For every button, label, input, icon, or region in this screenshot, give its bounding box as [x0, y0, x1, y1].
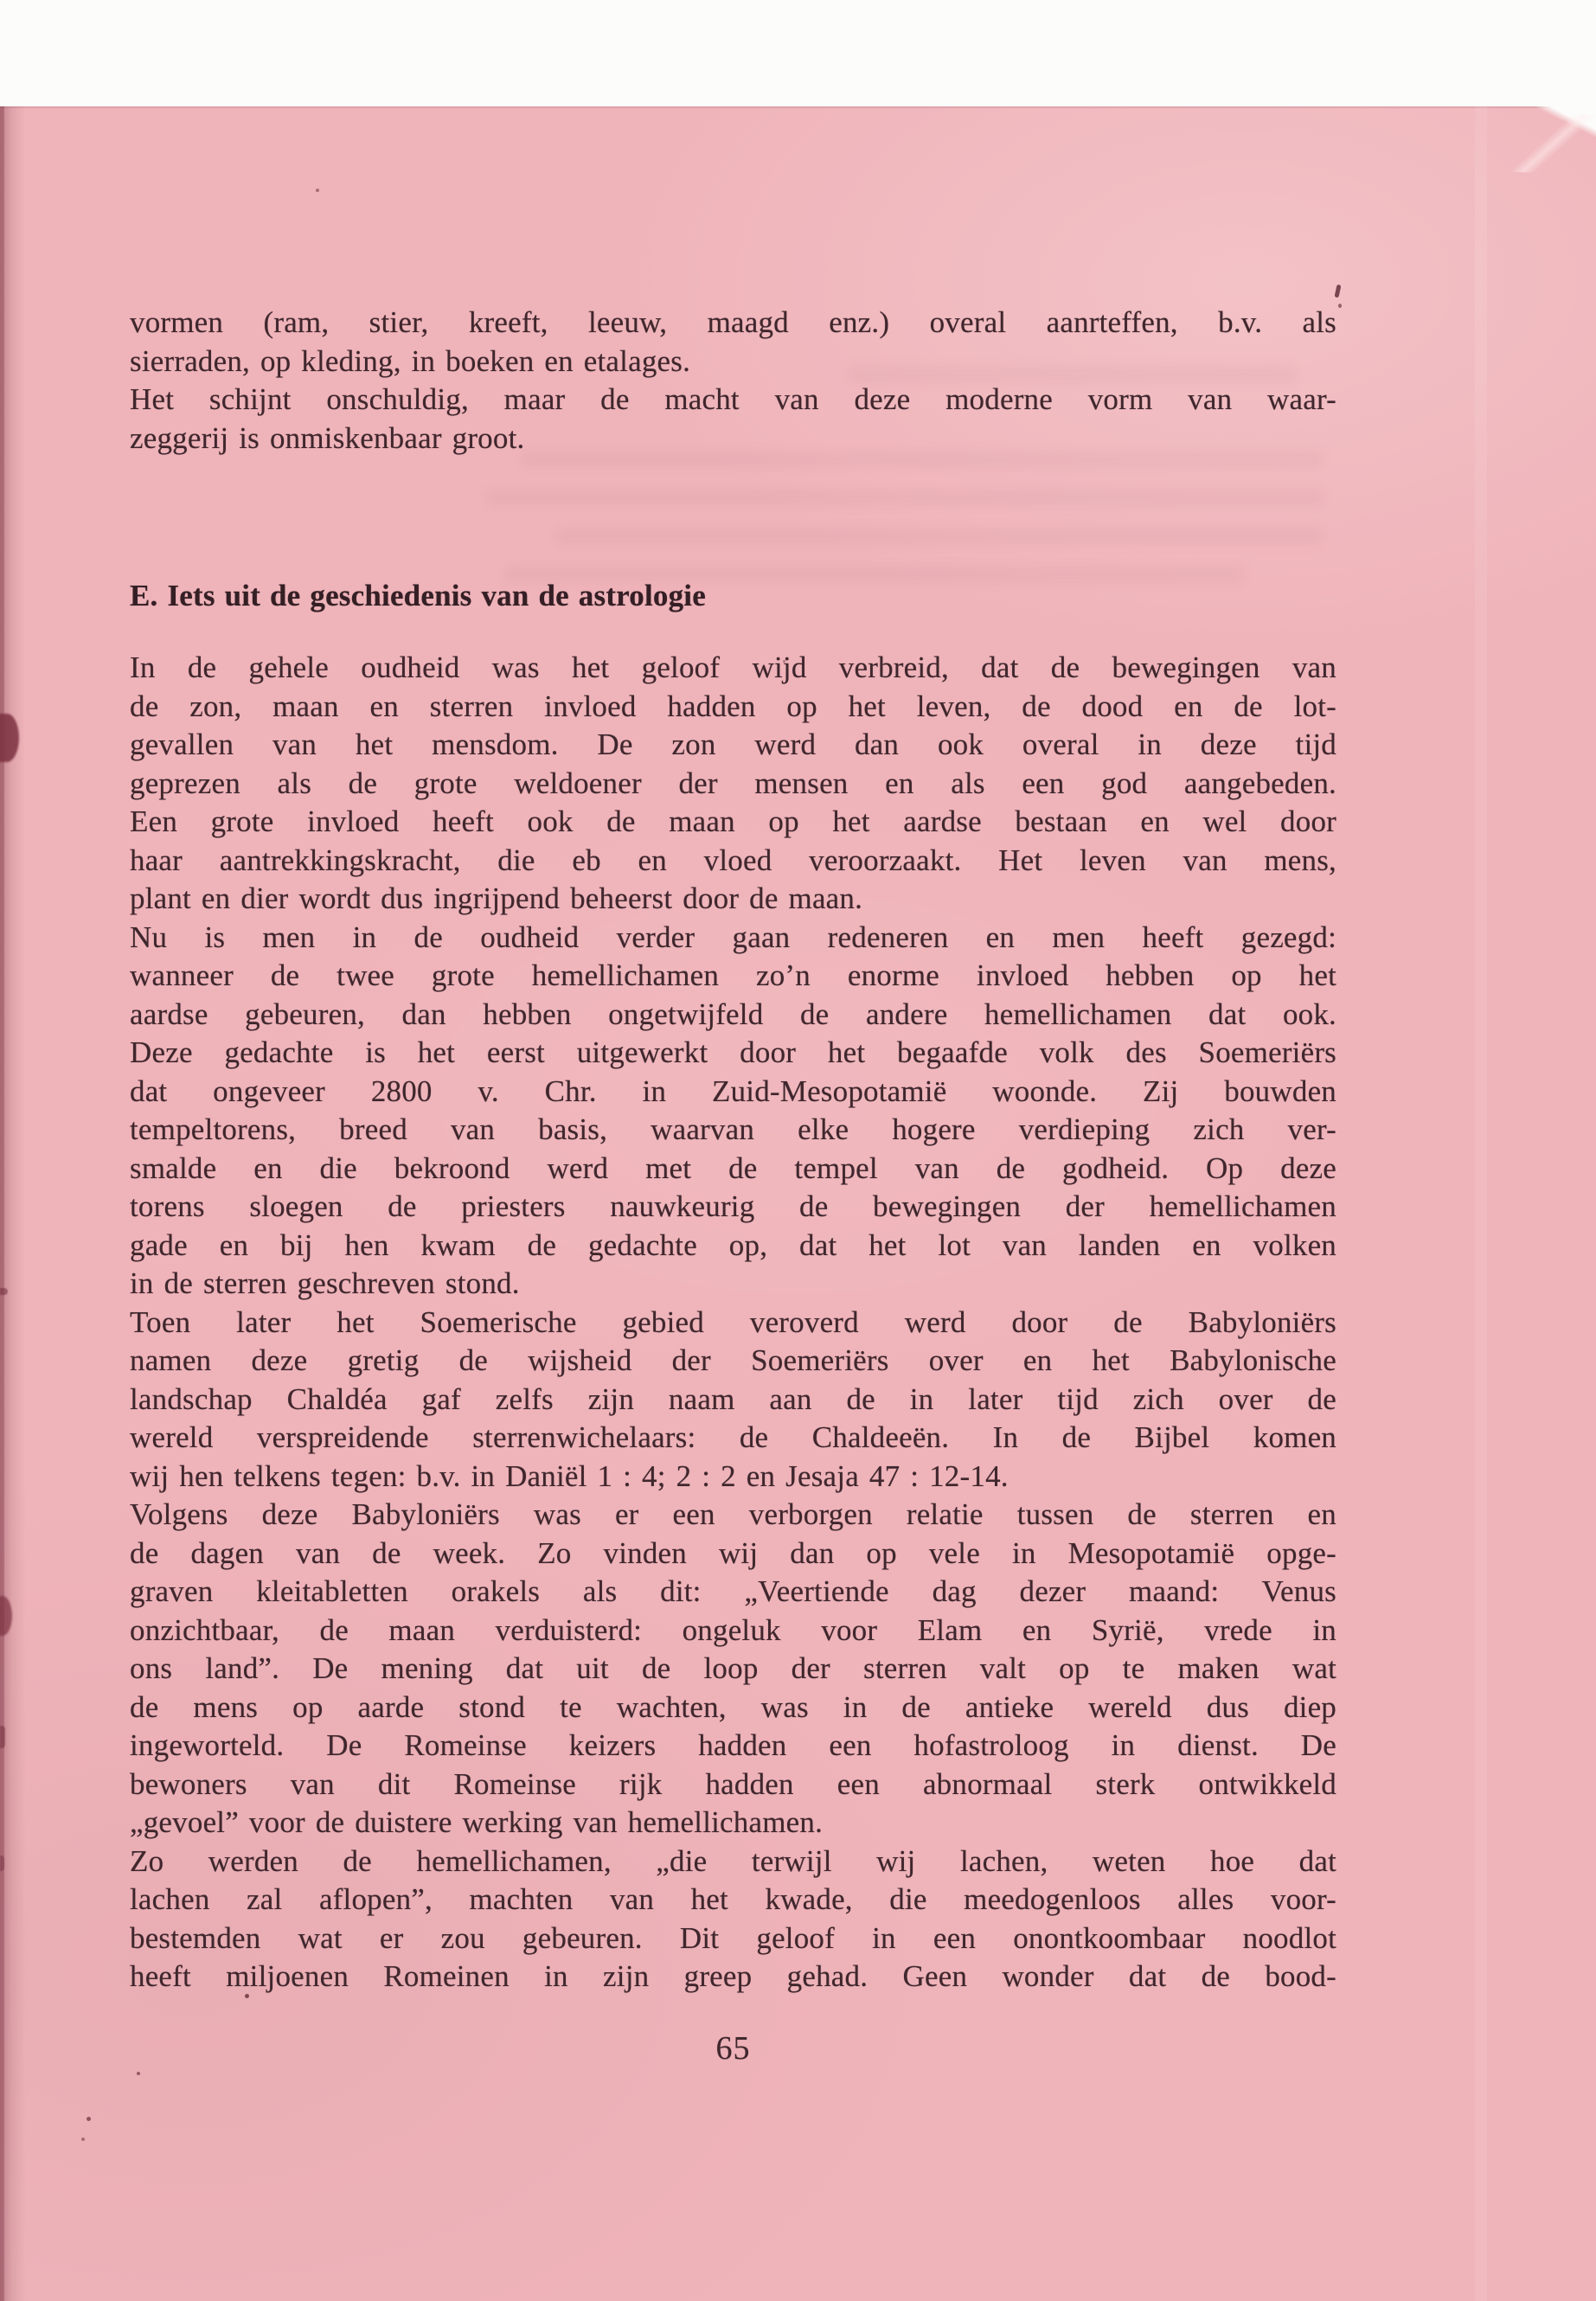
text-line: In de gehele oudheid was het geloof wijd verbreid, dat de bewegingen van: [130, 651, 1336, 684]
opening-paragraph: [130, 304, 1336, 458]
text-line: bewoners van dit Romeinse rijk hadden een abnormaal sterk ontwikkeld: [130, 1766, 1336, 1801]
text-line: bestemden wat er zou gebeuren. Dit geloof in een onontkoombaar noodlot: [130, 1920, 1336, 1955]
text-line: de mens op aarde stond te wachten, was in de antieke wereld dus diep: [130, 1689, 1336, 1724]
ink-speck: [1338, 304, 1342, 308]
text-line: lachen zal aflopen”, machten van het kwade, die meedogenloos alles voor-: [130, 1882, 1336, 1916]
text-line: geprezen als de grote weldoener der mensen en als een god aangebeden.: [130, 766, 1336, 800]
text-line: smalde en die bekroond werd met de tempel van de godheid. Op deze: [130, 1150, 1336, 1185]
text-line: wereld verspreidende sterrenwichelaars: de Chaldeeën. In de Bijbel komen: [130, 1420, 1336, 1454]
ink-speck: [81, 2138, 85, 2141]
text-line: in de sterren geschreven stond.: [130, 1266, 520, 1300]
ink-speck: [137, 2072, 140, 2075]
text-line: haar aantrekkingskracht, die eb en vloed veroorzaakt. Het leven van mens,: [130, 843, 1336, 877]
ink-speck: [87, 2117, 91, 2121]
history-paragraph: [130, 649, 1336, 1997]
ink-speck: [316, 189, 319, 192]
text-line: ingeworteld. De Romeinse keizers hadden een hofastroloog in dienst. De: [130, 1728, 1336, 1762]
text-line: aardse gebeuren, dan hebben ongetwijfeld de andere hemellichamen dat ook.: [130, 997, 1336, 1031]
page-number: 65: [715, 2030, 751, 2067]
text-line: „gevoel” voor de duistere werking van hemellichamen.: [130, 1805, 824, 1839]
binding-mark: [0, 1856, 4, 1871]
page-corner-crease: [1504, 111, 1596, 176]
text-line: zeggerij is onmiskenbaar groot.: [130, 420, 525, 455]
text-line: de zon, maan en sterren invloed hadden op het leven, de dood en de lot-: [130, 689, 1336, 723]
ink-speck: [1334, 285, 1341, 298]
page-gutter-edge: [0, 106, 4, 2301]
binding-mark: [0, 1726, 5, 1748]
text-line: wij hen telkens tegen: b.v. in Daniël 1 : 4; 2 : 2 en Jesaja 47 : 12-14.: [130, 1458, 1009, 1493]
ink-bleedthrough: [554, 528, 1324, 545]
text-line: dat ongeveer 2800 v. Chr. in Zuid-Mesopotamië woonde. Zij bouwden: [130, 1074, 1336, 1108]
text-line: wanneer de twee grote hemellichamen zo’n enorme invloed hebben op het: [130, 958, 1336, 992]
text-line: onzichtbaar, de maan verduisterd: ongeluk voor Elam en Syrië, vrede in: [130, 1612, 1336, 1647]
text-line: gevallen van het mensdom. De zon werd dan ook overal in deze tijd: [130, 727, 1336, 761]
text-line: tempeltorens, breed van basis, waarvan elke hogere verdieping zich ver-: [130, 1112, 1336, 1146]
text-line: landschap Chaldéa gaf zelfs zijn naam aan de in later tijd zich over de: [130, 1381, 1336, 1416]
text-line: ons land”. De mening dat uit de loop der sterren valt op te maken wat: [130, 1651, 1336, 1685]
text-line: Nu is men in de oudheid verder gaan redeneren en men heeft gezegd:: [130, 920, 1336, 954]
binding-mark: [0, 1288, 8, 1295]
ink-bleedthrough: [484, 489, 1324, 506]
text-line: gade en bij hen kwam de gedachte op, dat het lot van landen en volken: [130, 1227, 1336, 1262]
text-line: Het schijnt onschuldig, maar de macht van deze moderne vorm van waar-: [130, 382, 1336, 416]
text-line: Toen later het Soemerische gebied veroverd werd door de Babyloniërs: [130, 1304, 1336, 1339]
text-line: graven kleitabletten orakels als dit: „Veertiende dag dezer maand: Venus: [130, 1574, 1336, 1608]
book-page: [0, 106, 1596, 2301]
text-line: Volgens deze Babyloniërs was er een verborgen relatie tussen de sterren en: [130, 1497, 1336, 1531]
text-line: Deze gedachte is het eerst uitgewerkt door het begaafde volk des Soemeriërs: [130, 1035, 1336, 1069]
text-line: plant en dier wordt dus ingrijpend beheerst door de maan.: [130, 881, 863, 915]
text-line: sierraden, op kleding, in boeken en etalages.: [130, 343, 691, 378]
text-line: Zo werden de hemellichamen, „die terwijl wij lachen, weten hoe dat: [130, 1843, 1336, 1878]
scan-stripe: [1475, 106, 1487, 2301]
text-line: Een grote invloed heeft ook de maan op het aardse bestaan en wel door: [130, 804, 1336, 838]
text-line: de dagen van de week. Zo vinden wij dan op vele in Mesopotamië opge-: [130, 1535, 1336, 1570]
text-line: heeft miljoenen Romeinen in zijn greep gehad. Geen wonder dat de bood-: [130, 1959, 1336, 1993]
text-line: namen deze gretig de wijsheid der Soemeriërs over en het Babylonische: [130, 1343, 1336, 1377]
text-line: vormen (ram, stier, kreeft, leeuw, maagd enz.) overal aanrteffen, b.v. als: [130, 305, 1336, 339]
section-heading: E. Iets uit de geschiedenis van de astrologie: [130, 579, 706, 612]
text-line: torens sloegen de priesters nauwkeurig de bewegingen der hemellichamen: [130, 1189, 1336, 1223]
